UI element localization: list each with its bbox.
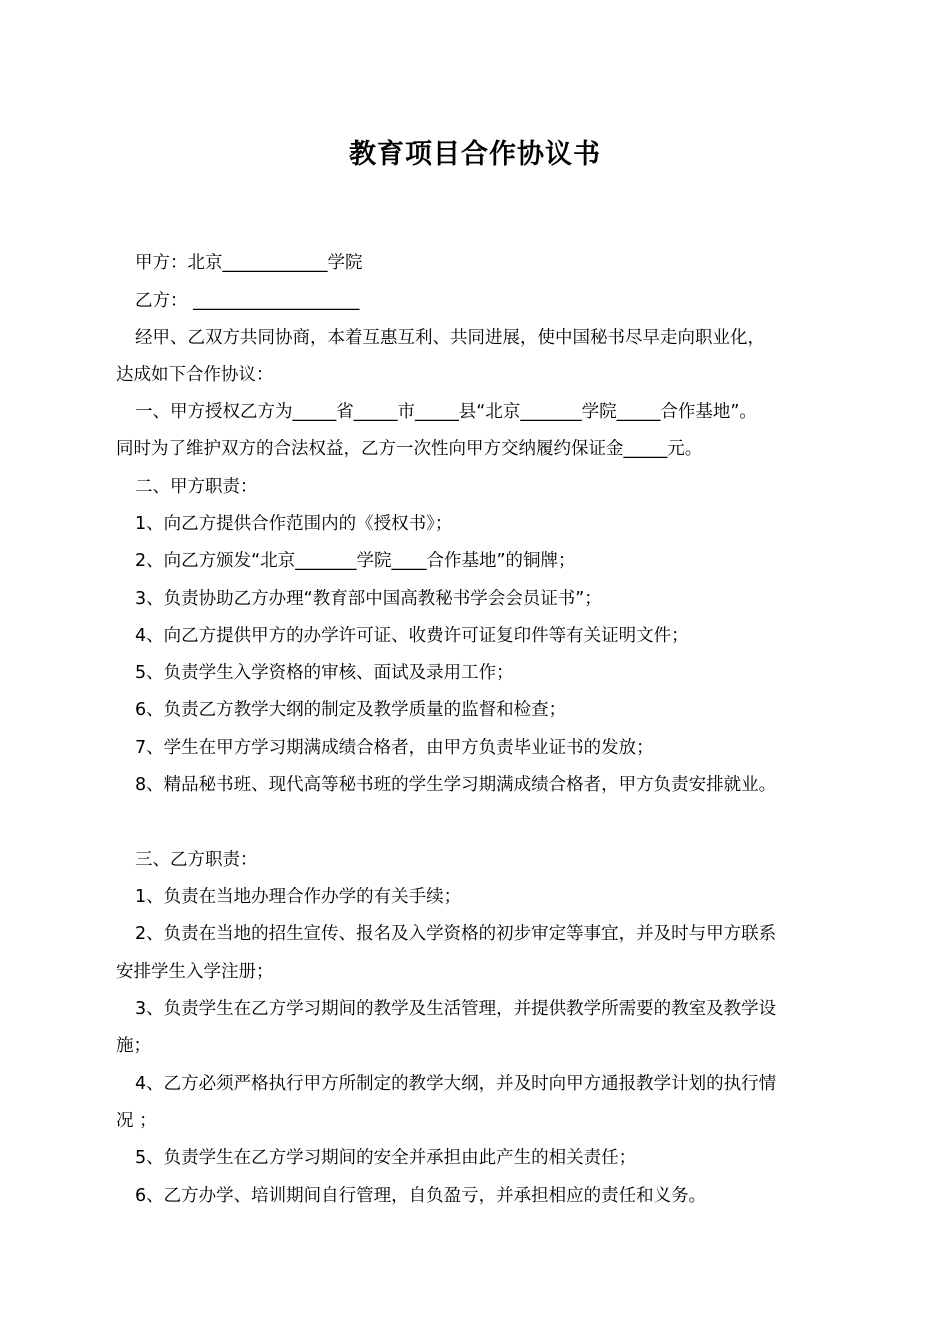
clause1-line-1: 一、甲方授权乙方为_____省_____市_____县“北京_______学院_____合作基地”。	[135, 402, 757, 422]
section2-item: 7、学生在甲方学习期满成绩合格者，由甲方负责毕业证书的发放；	[135, 738, 654, 758]
preamble-line-1: 经甲、乙双方共同协商，本着互惠互利、共同进展，使中国秘书尽早走向职业化，	[135, 328, 765, 348]
section3-line: 4、乙方必须严格执行甲方所制定的教学大纲，并及时向甲方通报教学计划的执行情	[135, 1074, 777, 1094]
section3-line: 2、负责在当地的招生宣传、报名及入学资格的初步审定等事宜，并及时与甲方联系	[135, 924, 777, 944]
section3-line: 3、负责学生在乙方学习期间的教学及生活管理，并提供教学所需要的教室及教学设	[135, 999, 777, 1019]
section3-line: 况 ；	[116, 1111, 157, 1131]
section3-line: 1、负责在当地办理合作办学的有关手续；	[135, 887, 462, 907]
section2-item: 4、向乙方提供甲方的办学许可证、收费许可证复印件等有关证明文件；	[135, 626, 689, 646]
section2-item: 1、向乙方提供合作范围内的《授权书》；	[135, 514, 453, 534]
section2-item: 3、负责协助乙方办理“教育部中国高教秘书学会会员证书”；	[135, 589, 602, 609]
section2-item: 8、精品秘书班、现代高等秘书班的学生学习期满成绩合格者，甲方负责安排就业。	[135, 775, 777, 795]
party-b-line: 乙方： ___________________	[135, 291, 360, 311]
section2-item: 5、负责学生入学资格的审核、面试及录用工作；	[135, 663, 514, 683]
section3-line: 6、乙方办学、培训期间自行管理，自负盈亏，并承担相应的责任和义务。	[135, 1186, 707, 1206]
party-a-line: 甲方：北京____________学院	[135, 253, 363, 273]
document-title: 教育项目合作协议书	[349, 139, 601, 170]
preamble-line-2: 达成如下合作协议：	[116, 365, 274, 385]
section2-heading: 二、甲方职责：	[135, 477, 258, 497]
section2-item: 6、负责乙方教学大纲的制定及教学质量的监督和检查；	[135, 700, 567, 720]
section3-line: 5、负责学生在乙方学习期间的安全并承担由此产生的相关责任；	[135, 1148, 637, 1168]
section2-item: 2、向乙方颁发“北京_______学院____合作基地”的铜牌；	[135, 551, 576, 571]
section3-heading: 三、乙方职责：	[135, 850, 258, 870]
section3-line: 安排学生入学注册；	[116, 962, 274, 982]
clause1-line-2: 同时为了维护双方的合法权益，乙方一次性向甲方交纳履约保证金_____元。	[116, 439, 703, 459]
section3-line: 施；	[116, 1036, 151, 1056]
